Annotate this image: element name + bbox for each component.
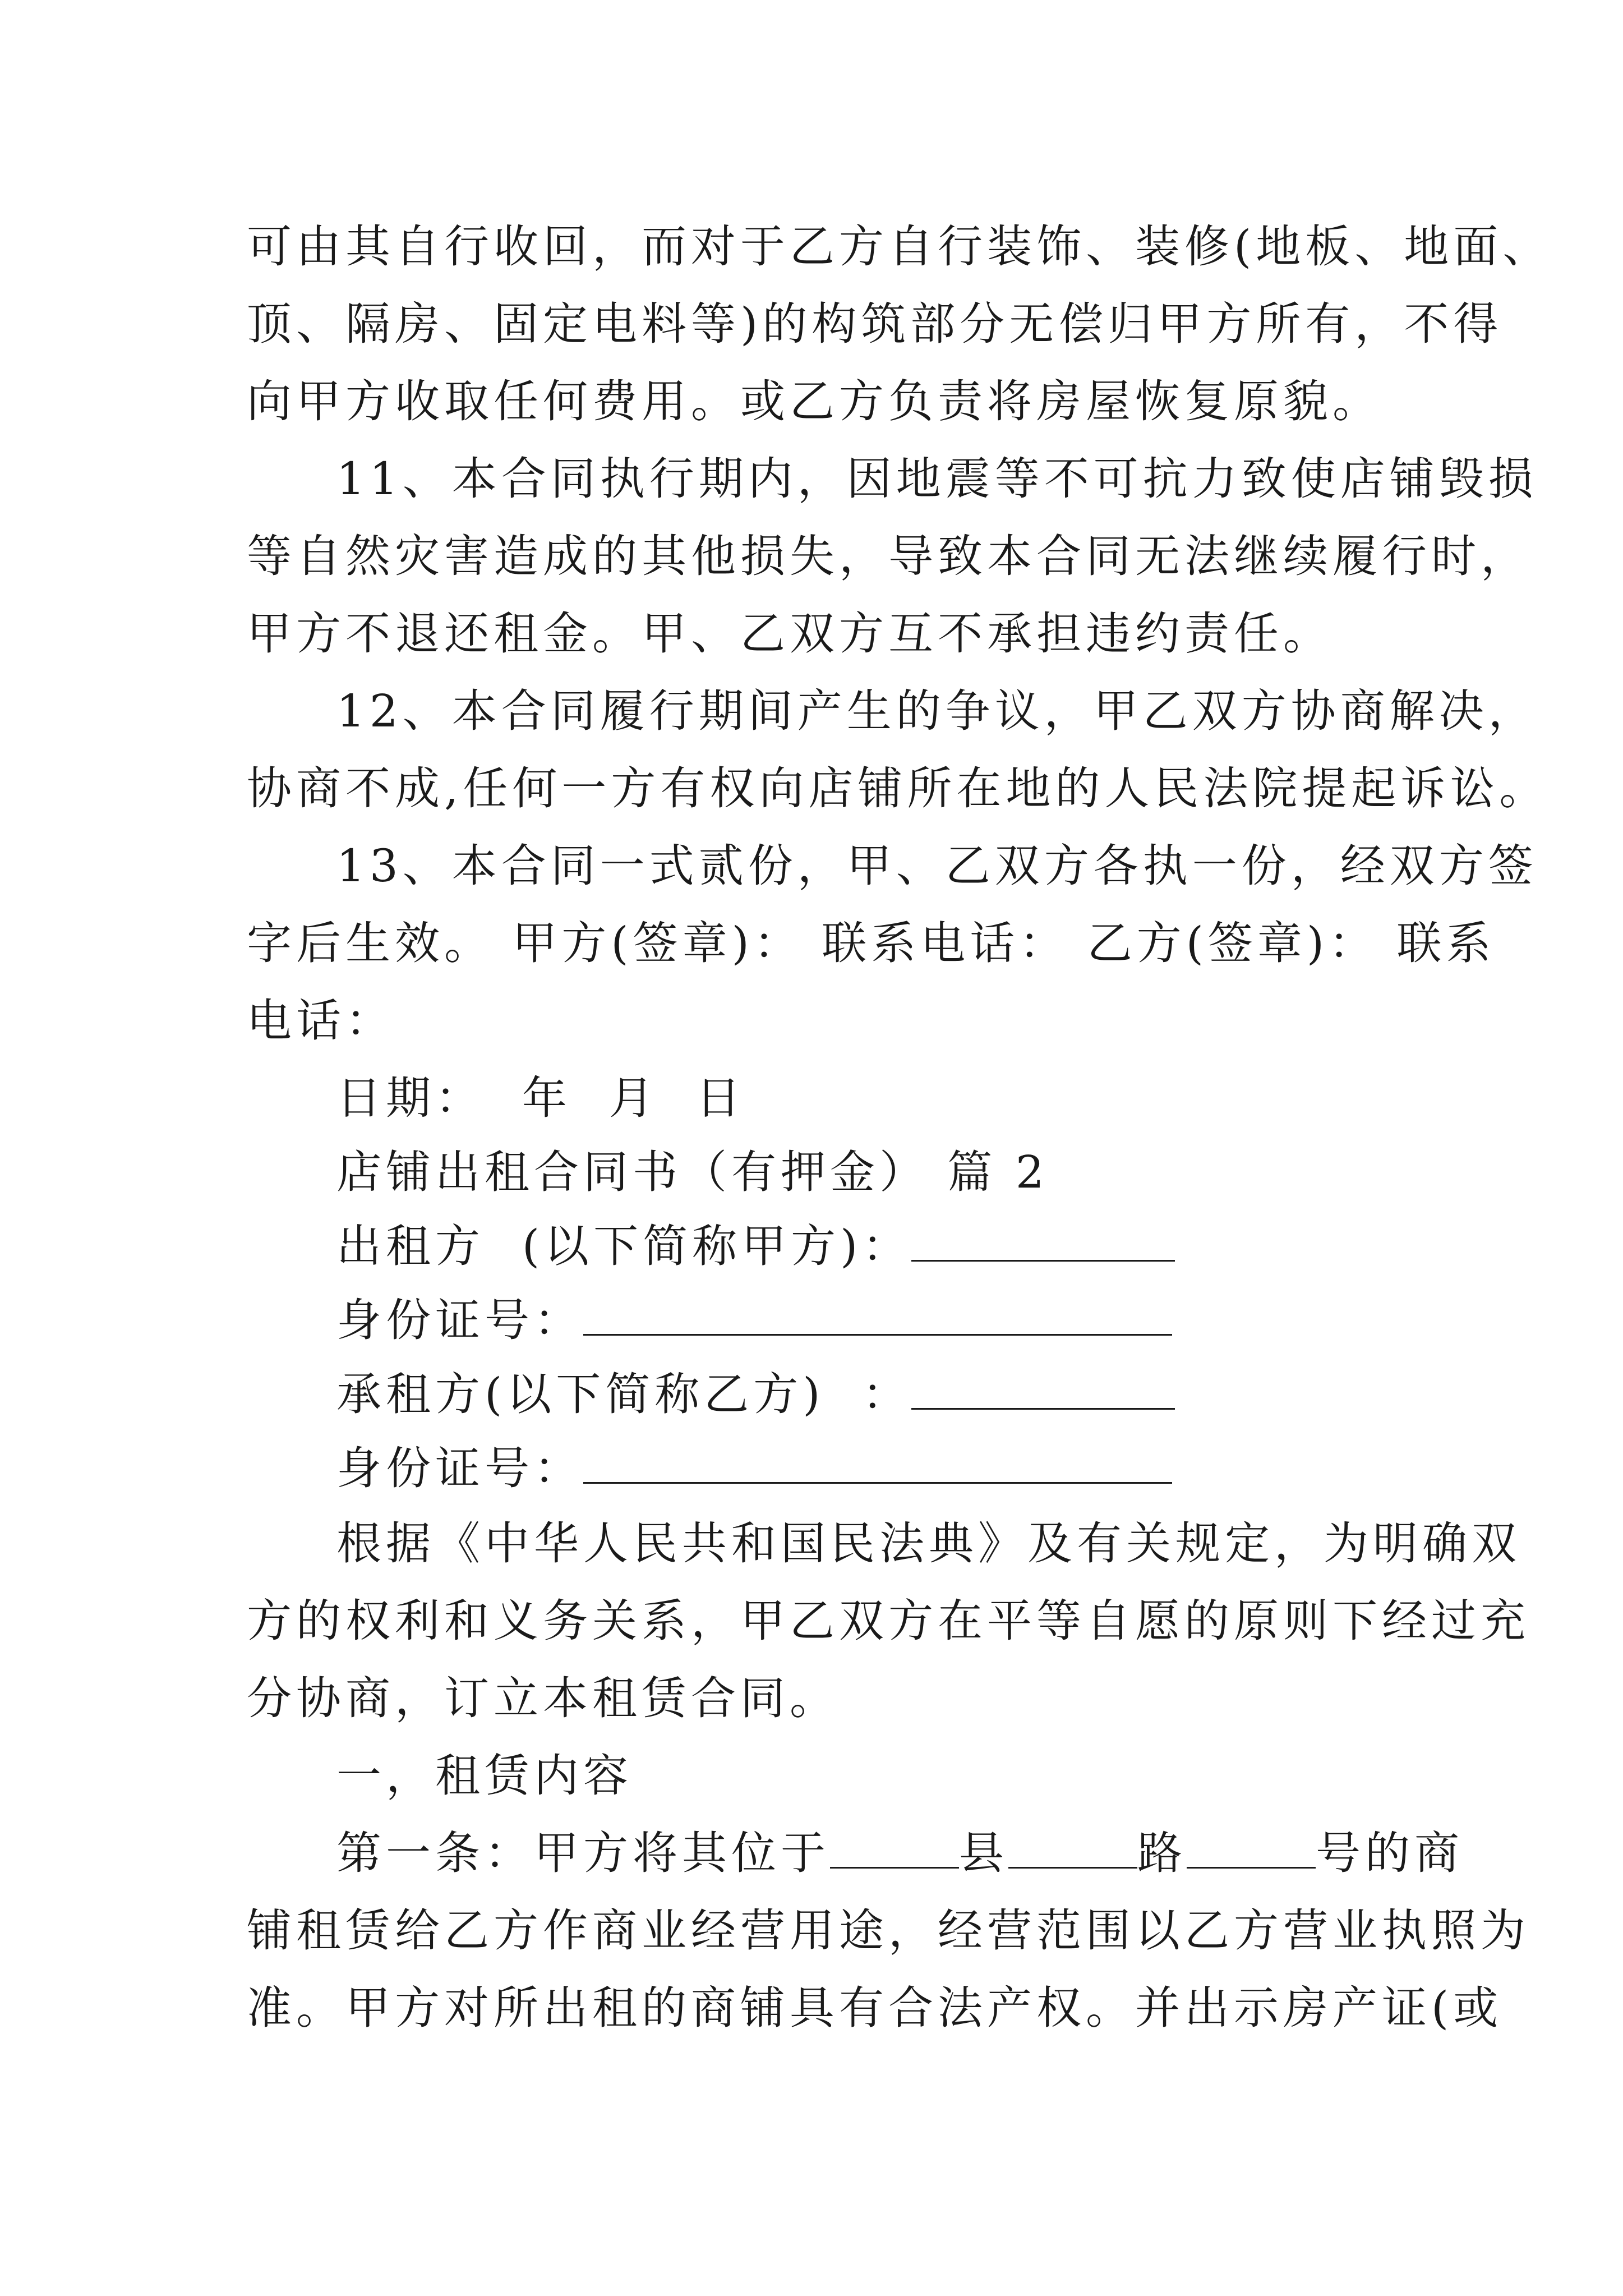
paragraph-line: 可由其自行收回，而对于乙方自行装饰、装修(地板、地面、 bbox=[247, 220, 1552, 273]
article-one-part2: 县 bbox=[959, 1827, 1008, 1879]
clause-11-line: 等自然灾害造成的其他损失，导致本合同无法继续履行时， bbox=[247, 530, 1530, 582]
clause-11-line: 11、本合同执行期内，因地震等不可抗力致使店铺毁损 bbox=[336, 453, 1538, 505]
lessor-blank[interactable] bbox=[911, 1221, 1175, 1262]
article-one-part4: 号的商 bbox=[1316, 1827, 1464, 1879]
article-one-part1: 第一条：甲方将其位于 bbox=[336, 1827, 830, 1879]
article-one-part3: 路 bbox=[1137, 1827, 1187, 1879]
article-one-line-3: 准。甲方对所出租的商铺具有合法产权。并出示房产证(或 bbox=[247, 1982, 1503, 2034]
lessor-field bbox=[336, 1218, 1175, 1274]
lessee-blank[interactable] bbox=[911, 1369, 1175, 1410]
number-blank[interactable] bbox=[1187, 1828, 1316, 1869]
lessee-label: 承租方(以下简称乙方) ： bbox=[336, 1368, 912, 1420]
clause-11-line: 甲方不退还租金。甲、乙双方互不承担违约责任。 bbox=[247, 608, 1332, 660]
article-one-line-2: 铺租赁给乙方作商业经营用途，经营范围以乙方营业执照为 bbox=[247, 1904, 1530, 1957]
lessor-id-label: 身份证号： bbox=[336, 1294, 583, 1346]
article-one-line-1 bbox=[336, 1825, 1464, 1881]
clause-13-line: 13、本合同一式贰份，甲、乙双方各执一份，经双方签 bbox=[336, 840, 1538, 892]
county-blank[interactable] bbox=[830, 1828, 959, 1869]
clause-12-line: 协商不成,任何一方有权向店铺所在地的人民法院提起诉讼。 bbox=[247, 762, 1549, 815]
clause-13-line: 字后生效。 甲方(签章)： 联系电话： 乙方(签章)： 联系 bbox=[247, 917, 1496, 969]
preamble-line: 方的权利和义务关系，甲乙双方在平等自愿的原则下经过充 bbox=[247, 1595, 1530, 1647]
paragraph-line: 向甲方收取任何费用。或乙方负责将房屋恢复原貌。 bbox=[247, 375, 1382, 427]
lessee-id-blank[interactable] bbox=[583, 1443, 1172, 1484]
heading-lease-content: 一，租赁内容 bbox=[336, 1750, 633, 1802]
lessor-id-blank[interactable] bbox=[583, 1295, 1172, 1336]
section-title: 店铺出租合同书（有押金） 篇 2 bbox=[336, 1146, 1049, 1198]
clause-13-line: 电话： bbox=[247, 995, 395, 1047]
lessee-id-label: 身份证号： bbox=[336, 1442, 583, 1494]
date-line: 日期： 年 月 日 bbox=[336, 1072, 745, 1124]
lessee-field bbox=[336, 1366, 1175, 1423]
preamble-line: 根据《中华人民共和国民法典》及有关规定，为明确双 bbox=[336, 1517, 1521, 1570]
clause-12-line: 12、本合同履行期间产生的争议，甲乙双方协商解决， bbox=[336, 685, 1538, 737]
lessor-label: 出租方 (以下简称甲方)： bbox=[336, 1220, 912, 1272]
lessor-id-field bbox=[336, 1292, 1172, 1349]
lessee-id-field bbox=[336, 1441, 1172, 1497]
preamble-line: 分协商，订立本租赁合同。 bbox=[247, 1672, 839, 1724]
paragraph-line: 顶、隔房、固定电料等)的构筑部分无偿归甲方所有，不得 bbox=[247, 298, 1503, 350]
road-blank[interactable] bbox=[1008, 1828, 1137, 1869]
